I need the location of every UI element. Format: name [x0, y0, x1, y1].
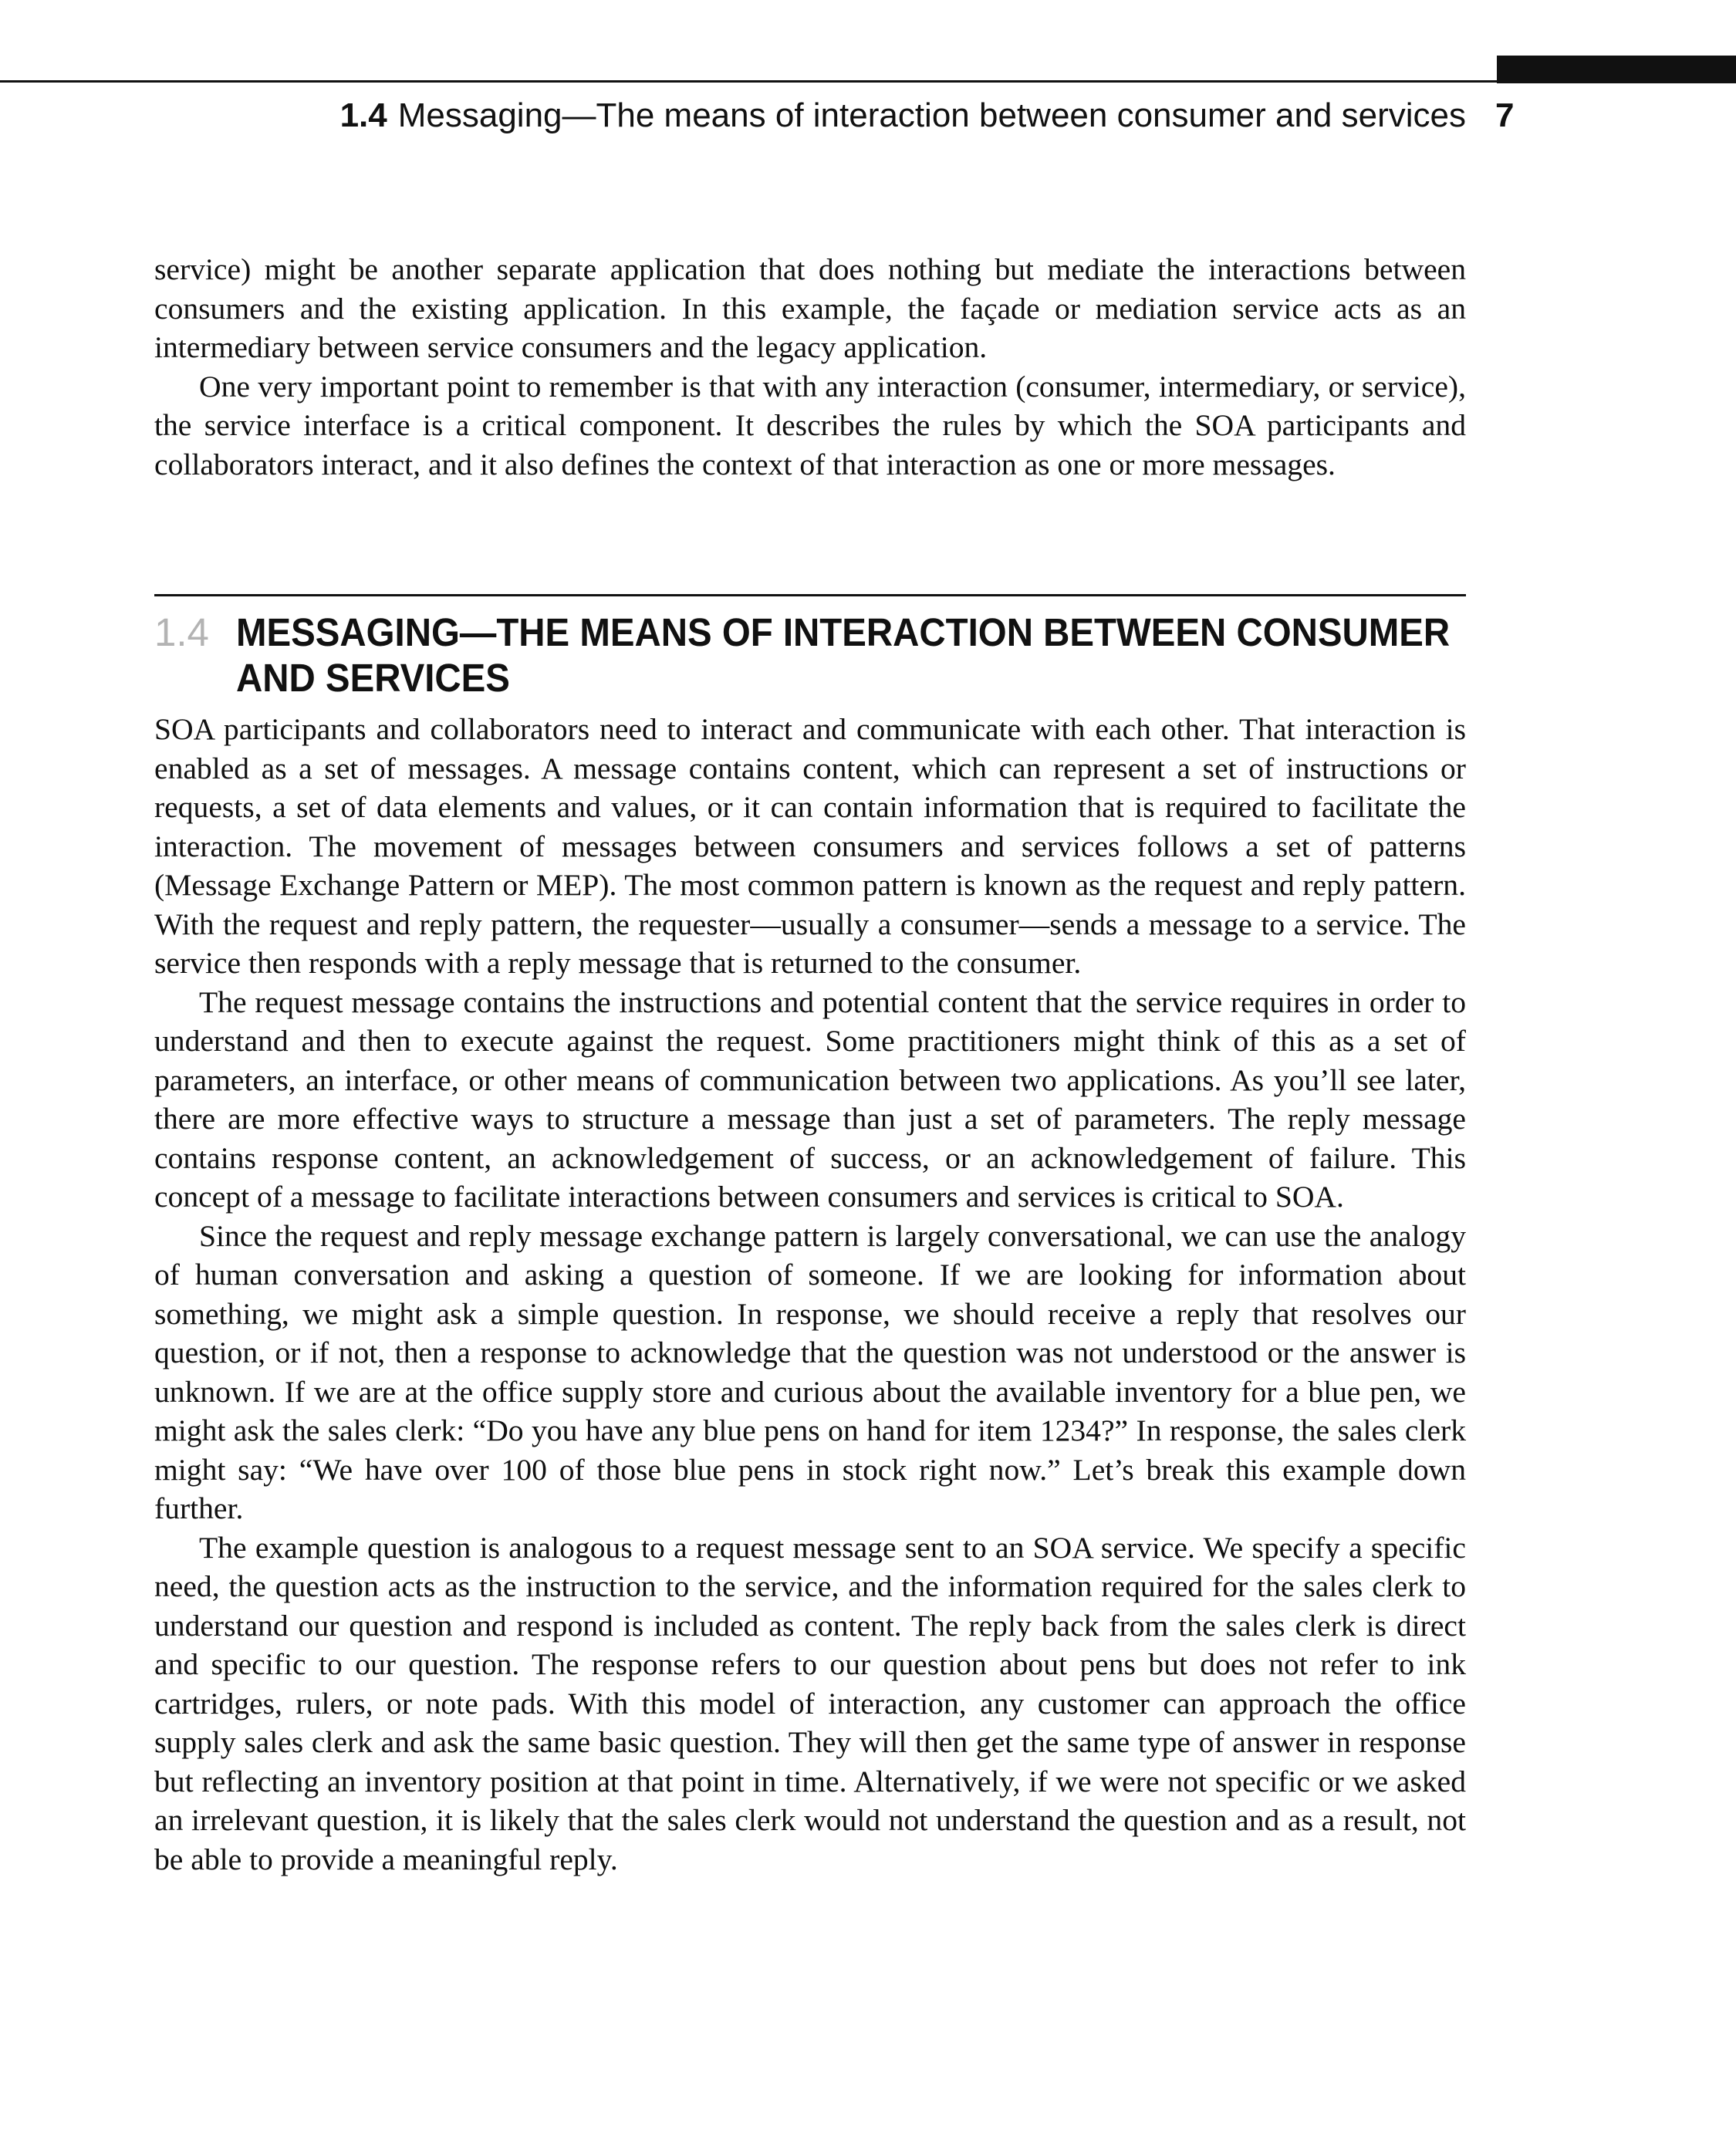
body-paragraph: The example question is analogous to a request message sent to an SOA service. We specify a specific need, the question acts as the instruction to the service, and the information required for the sales clerk to understand our question and respond is included as content. The reply back from the sales clerk is direct and specific to our question. The response refers to our question about pens but does not refer to ink cartridges, rulers, or note pads. With this model of interaction, any customer can approach the office supply sales clerk and ask the same basic question. They will then get the same type of answer in response but reflecting an inventory position at that point in time. Alternatively, if we were not specific or we asked an irrelevant question, it is likely that the sales clerk would not understand the question and as a result, not be able to provide a meaningful reply. — [154, 1530, 1466, 1876]
intro-paragraph: One very important point to remember is that with any interaction (consumer, intermediary, or service), the service interface is a critical component. It describes the rules by which the SOA participants and collaborators interact, and it also defines the context of that interaction as one or more messages. — [154, 369, 1466, 481]
section-title: MESSAGING—THE MEANS OF INTERACTION BETWEEN CONSUMER AND SERVICES — [236, 610, 1451, 700]
section-number: 1.4 — [154, 610, 209, 654]
header-rule — [0, 80, 1736, 83]
body-paragraph: SOA participants and collaborators need to interact and communicate with each other. That interaction is enabled as a set of messages. A message contains content, which can represent a set of instructions or requests, a set of data elements and values, or it can contain information that is required to facilitate the interaction. The movement of messages between consumers and services follows a set of patterns (Message Exchange Pattern or MEP). The most common pattern is known as the request and reply pattern. With the request and reply pattern, the requester—usually a consumer—sends a message to a service. The service then responds with a reply message that is returned to the consumer. — [154, 712, 1466, 980]
body-paragraph: The request message contains the instructions and potential content that the service requires in order to understand and then to execute against the request. Some practitioners might think of this as a set of parameters, an interface, or other means of communication between two applications. As you’ll see later, there are more effective ways to structure a message than just a set of parameters. The reply message contains response content, an acknowledgement of success, or an acknowledgement of failure. This concept of a message to facilitate interactions between consumers and services is critical to SOA. — [154, 984, 1466, 1214]
intro-text — [154, 250, 1466, 484]
body-paragraph: Since the request and reply message exchange pattern is largely conversational, we can use the analogy of human conversation and asking a question of someone. If we are looking for information about something, we might ask a simple question. In response, we should receive a reply that resolves our question, or if not, then a response to acknowledge that the question was not understood or the answer is unknown. If we are at the office supply store and curious about the available inventory for a blue pen, we might ask the sales clerk: “Do you have any blue pens on hand for item 1234?” In response, the sales clerk might say: “We have over 100 of those blue pens in stock right now.” Let’s break this example down further. — [154, 1218, 1466, 1525]
section-body — [154, 710, 1466, 1879]
page-number: 7 — [1495, 96, 1515, 134]
intro-paragraph: service) might be another separate application that does nothing but mediate the interactions between consumers and the existing application. In this example, the façade or mediation service acts as an intermediary between service consumers and the legacy application. — [154, 252, 1466, 364]
running-head-section-number: 1.4 — [339, 96, 387, 134]
running-head — [154, 91, 1466, 140]
section-heading — [154, 610, 1466, 701]
header-tab-bar — [1497, 56, 1736, 83]
section-rule — [154, 594, 1466, 596]
running-head-title: Messaging—The means of interaction between consumer and services — [397, 96, 1466, 134]
